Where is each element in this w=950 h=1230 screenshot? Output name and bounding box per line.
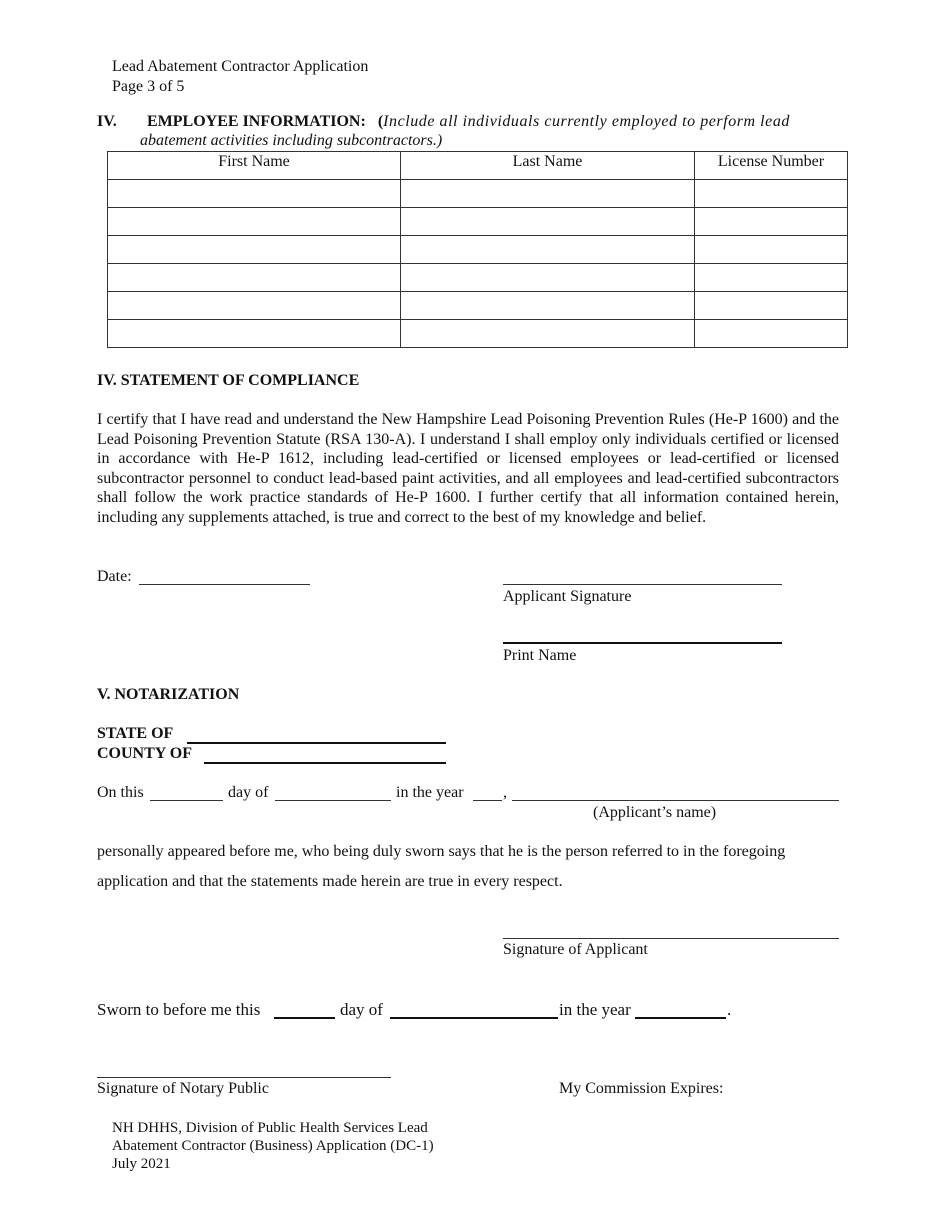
notary-signature-label: Signature of Notary Public xyxy=(97,1080,269,1097)
comma: , xyxy=(503,784,507,801)
appeared-text-line1: personally appeared before me, who being duly sworn says that he is the person referred to in the foregoing xyxy=(97,843,786,860)
on-this-label: On this xyxy=(97,784,144,801)
day-field[interactable] xyxy=(150,784,223,801)
notarization-heading: V. NOTARIZATION xyxy=(97,686,240,703)
employee-table xyxy=(107,151,848,348)
applicant-signature-label: Applicant Signature xyxy=(503,588,632,605)
day-of-label: day of xyxy=(228,784,269,801)
license-number-cell[interactable] xyxy=(695,236,848,264)
license-number-cell[interactable] xyxy=(695,264,848,292)
license-number-cell[interactable] xyxy=(695,208,848,236)
signature-of-applicant-label: Signature of Applicant xyxy=(503,941,648,958)
first-name-cell[interactable] xyxy=(108,236,401,264)
first-name-cell[interactable] xyxy=(108,180,401,208)
employee-info-heading xyxy=(97,112,839,150)
table-row xyxy=(108,264,848,292)
last-name-cell[interactable] xyxy=(401,320,695,348)
table-row xyxy=(108,292,848,320)
column-header-last-name: Last Name xyxy=(401,152,695,180)
appeared-text-line2: application and that the statements made herein are true in every respect. xyxy=(97,873,563,890)
sworn-month-field[interactable] xyxy=(390,1000,558,1019)
county-label: COUNTY OF xyxy=(97,745,192,762)
license-number-cell[interactable] xyxy=(695,292,848,320)
last-name-cell[interactable] xyxy=(401,264,695,292)
section-note-line2: abatement activities including subcontractors.) xyxy=(140,132,443,149)
sworn-day-of-label: day of xyxy=(340,1000,383,1019)
in-the-year-label: in the year xyxy=(396,784,464,801)
state-field[interactable] xyxy=(187,725,446,744)
section-note-line1: Include all individuals currently employed to perform lead xyxy=(383,113,790,130)
column-header-license-number: License Number xyxy=(695,152,848,180)
sworn-period: . xyxy=(727,1000,732,1019)
last-name-cell[interactable] xyxy=(401,236,695,264)
column-header-first-name: First Name xyxy=(108,152,401,180)
sworn-in-the-year-label: in the year xyxy=(559,1000,631,1019)
first-name-cell[interactable] xyxy=(108,320,401,348)
form-title: Lead Abatement Contractor Application xyxy=(112,58,369,75)
license-number-cell[interactable] xyxy=(695,320,848,348)
last-name-cell[interactable] xyxy=(401,208,695,236)
state-label: STATE OF xyxy=(97,725,174,742)
print-name-field[interactable] xyxy=(503,624,782,644)
last-name-cell[interactable] xyxy=(401,292,695,320)
license-number-cell[interactable] xyxy=(695,180,848,208)
applicant-name-label: (Applicant’s name) xyxy=(593,804,717,821)
year-field[interactable] xyxy=(473,784,502,801)
footer-line2: Abatement Contractor (Business) Application (DC-1) xyxy=(112,1138,434,1154)
first-name-cell[interactable] xyxy=(108,208,401,236)
applicant-signature-field[interactable] xyxy=(503,566,782,585)
sworn-year-field[interactable] xyxy=(635,1000,726,1019)
print-name-label: Print Name xyxy=(503,647,577,664)
footer-line3: July 2021 xyxy=(112,1156,171,1172)
page-number: Page 3 of 5 xyxy=(112,78,185,95)
section-number: IV. xyxy=(97,113,117,130)
applicant-name-field[interactable] xyxy=(512,784,839,801)
notary-signature-field[interactable] xyxy=(97,1060,391,1078)
first-name-cell[interactable] xyxy=(108,264,401,292)
date-field[interactable] xyxy=(139,566,310,585)
table-row xyxy=(108,208,848,236)
date-label: Date: xyxy=(97,568,132,585)
last-name-cell[interactable] xyxy=(401,180,695,208)
month-field[interactable] xyxy=(275,784,391,801)
table-row xyxy=(108,180,848,208)
table-row xyxy=(108,320,848,348)
section-title: EMPLOYEE INFORMATION: xyxy=(147,113,366,130)
footer-line1: NH DHHS, Division of Public Health Services Lead xyxy=(112,1120,428,1136)
compliance-heading: IV. STATEMENT OF COMPLIANCE xyxy=(97,372,360,389)
county-field[interactable] xyxy=(204,745,446,764)
compliance-statement: I certify that I have read and understand the New Hampshire Lead Poisoning Prevention Rules (He-P 1600) and the Lead Poisoning Prevention Statute (RSA 130-A). I understand I shall employ only individuals certified or licensed in accordance with He-P 1612, including lead-certified or licensed employees or lead-certified or licensed subcontractor personnel to conduct lead-based paint activities, and all employees and lead-certified subcontractors shall follow the work practice standards of He-P 1600. I further certify that all information contained herein, including any supplements attached, is true and correct to the best of my knowledge and belief. xyxy=(97,411,839,526)
sworn-day-field[interactable] xyxy=(274,1000,335,1019)
note-open-paren: ( xyxy=(377,113,384,130)
signature-of-applicant-field[interactable] xyxy=(503,921,839,939)
table-header-row xyxy=(108,152,848,180)
first-name-cell[interactable] xyxy=(108,292,401,320)
sworn-before-label: Sworn to before me this xyxy=(97,1000,261,1019)
commission-expires-label: My Commission Expires: xyxy=(559,1080,724,1097)
table-row xyxy=(108,236,848,264)
